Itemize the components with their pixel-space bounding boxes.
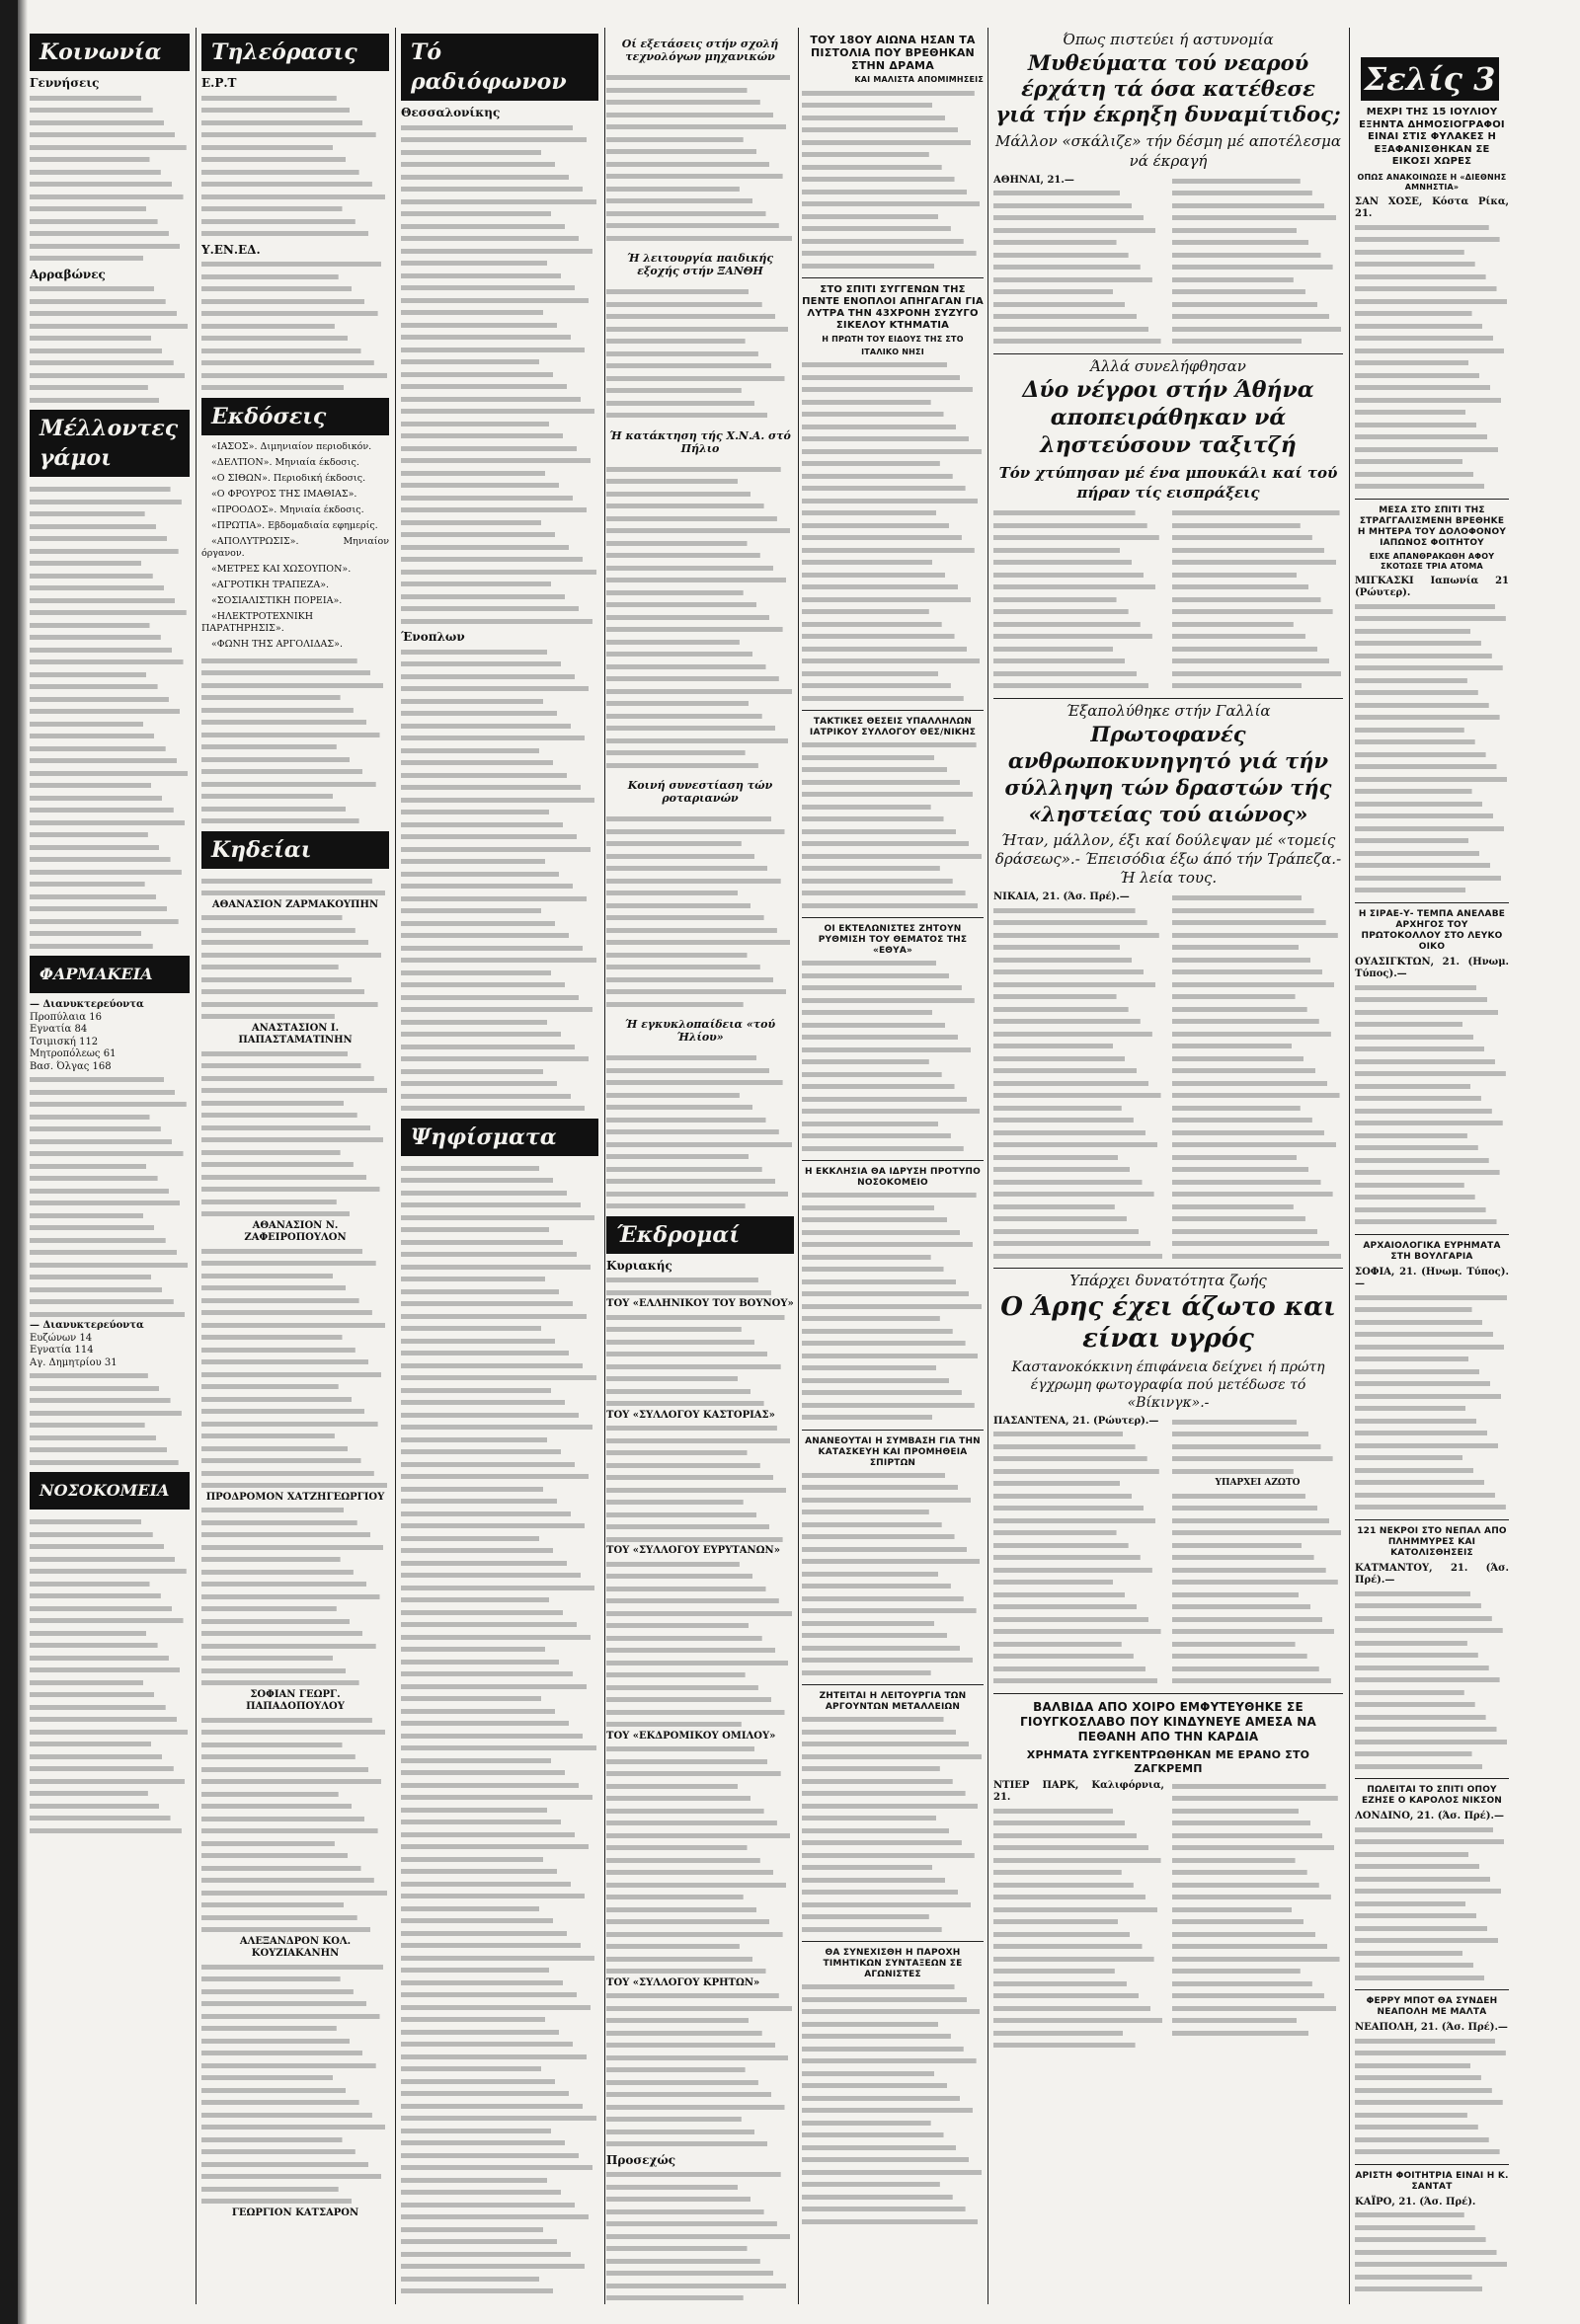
headline-mines: ΖΗΤΕΙΤΑΙ Η ΛΕΙΤΟΥΡΓΙΑ ΤΩΝ ΑΡΓΟΥΝΤΩΝ ΜΕΤΑΛΛΕΙΩΝ	[819, 1691, 967, 1712]
headline-rotary: Κοινή συνεστίαση τών ροταριανών	[627, 779, 773, 805]
headline-heist-of-century: Πρωτοφανές ανθρωποκυνηγητό γιά τήν σύλληψη τών δραστών τής «ληστείας τού αιώνος»	[1004, 722, 1332, 826]
headline-matches: ΑΝΑΝΕΟΥΤΑΙ Η ΣΥΜΒΑΣΗ ΓΙΑ ΤΗΝ ΚΑΤΑΣΚΕΥΗ ΚΑΙ ΠΡΟΜΗΘΕΙΑ ΣΠΙΡΤΩΝ	[805, 1435, 981, 1468]
column-radio	[401, 30, 598, 2300]
headline-mars: Ο Άρης έχει άζωτο και είναι υγρός	[1000, 1291, 1336, 1354]
column-rule	[196, 28, 197, 2304]
headline-pensions: ΘΑ ΣΥΝΕΧΙΣΘΗ Η ΠΑΡΟΧΗ ΤΙΜΗΤΙΚΩΝ ΣΥΝΤΑΞΕΩΝ ΣΕ ΑΓΩΝΙΣΤΕΣ	[823, 1948, 963, 1979]
headline-church-hospital: Η ΕΚΚΛΗΣΙΑ ΘΑ ΙΔΡΥΣΗ ΠΡΟΤΥΠΟ ΝΟΣΟΚΟΜΕΙΟ	[804, 1167, 982, 1188]
section-banner-tv: Τηλεόρασις	[201, 34, 389, 71]
pharmacy-list: — Διανυκτερεύοντα Προπύλαια 16 Εγνατία 84 Τσιμισκή 112 Μητροπόλεως 61 Βασ. Όλγας 168	[30, 999, 144, 1072]
kicker-france: Έξαπολύθηκε στήν Γαλλία	[1066, 701, 1271, 720]
headline-pig-valve: ΒΑΛΒΙΔΑ ΑΠΟ ΧΟΙΡΟ ΕΜΦΥΤΕΥΘΗΚΕ ΣΕ ΓΙΟΥΓΚΟΣΛΑΒΟ ΠΟΥ ΚΙΝΔΥΝΕΥΕ ΑΜΕΣΑ ΝΑ ΠΕΘΑΝΗ ΑΠΟ ΤΗΝ ΚΑΡΔΙΑ	[1019, 1699, 1317, 1743]
headline-dynamite: Μυθεύματα τού νεαρού έρχάτη τά όσα κατέθεσε	[1021, 49, 1315, 101]
headline-journalists-jailed: ΜΕΧΡΙ ΤΗΣ 15 ΙΟΥΛΙΟΥ ΕΞΗΝΤΑ ΔΗΜΟΣΙΟΓΡΑΦΟΙ ΕΙΝΑΙ ΣΤΙΣ ΦΥΛΑΚΕΣ Η ΕΞΑΦΑΝΙΣΘΗΚΑΝ ΣΕ ΕΙΚΟΣΙ ΧΩΡΕΣ	[1359, 107, 1505, 167]
kicker-life-possible: Υπάρχει δυνατότητα ζωής	[1069, 1272, 1267, 1289]
section-banner-pharmacies: ΦΑΡΜΑΚΕΙΑ	[30, 956, 190, 993]
column-main-stories: Όπως πιστεύει ή αστυνομία Μυθεύματα τού νεαρού έρχάτη τά όσα κατέθεσε γιά τήν έκρηξη δυναμίτιδος; Μάλλον «σκάλιζε» τήν δέσμη μέ αποτέλεσμα νά έκραγή ΑΘΗΝΑΙ, 21.— Άλλά συνελήφθησαν Δύο νέγροι στήν Άθήνα αποπειράθηκαν νά ληστεύσουν ταξιτζή Τόν χτύπησαν μέ ένα μπουκάλι καί τού πήραν τίς εισπράξεις Έξαπολύθηκε στήν Γαλλία Πρωτοφανές ανθρωποκυνηγητό γιά τήν σύλληψη τών δραστών τής «ληστείας τού αιώνος» Ήταν, μάλλον, έξι καί δούλεψαν μέ «τομείς δράσεως».- Έπεισόδια έξω άπό τήν Τράπεζα.- Ή λεία τους. ΝΙΚΑΙΑ, 21. (Άσ. Πρέ).— Υπάρχει δυνατότητα ζωής Ο Άρης έχει άζωτο και είναι υγρός Καστανοκόκκινη έπιφάνεια δείχνει ή πρώτη έγχρωμη φωτογραφία πού μετέδωσε τό «Βίκινγκ».- ΠΑΣΑΝΤΕΝΑ, 21. (Ρώυτερ).— ΥΠΑΡΧΕΙ ΑΖΩΤΟ ΒΑΛΒΙΔΑ ΑΠΟ ΧΟΙΡΟ ΕΜΦΥΤΕΥΘΗΚΕ ΣΕ ΓΙΟΥΓΚΟΣΛΑΒΟ ΠΟΥ ΚΙΝΔΥΝΕΥΕ ΑΜΕΣΑ ΝΑ ΠΕΘΑΝΗ ΑΠΟ ΤΗΝ ΚΑΡΔΙΑ ΧΡΗΜΑΤΑ ΣΥΓΚΕΝΤΡΩΘΗΚΑΝ ΜΕ ΕΡΑΝΟ ΣΤΟ ΖΑΓΚΡΕΜΠ ΝΤΙΕΡ ΠΑΡΚ, Καλιφόρνια, 21.	[993, 30, 1343, 2300]
headline-bulgaria-finds: ΑΡΧΑΙΟΛΟΓΙΚΑ ΕΥΡΗΜΑΤΑ ΣΤΗ ΒΟΥΛΓΑΡΙΑ	[1363, 1240, 1501, 1262]
column-world-briefs: ΜΕΧΡΙ ΤΗΣ 15 ΙΟΥΛΙΟΥ ΕΞΗΝΤΑ ΔΗΜΟΣΙΟΓΡΑΦΟΙ ΕΙΝΑΙ ΣΤΙΣ ΦΥΛΑΚΕΣ Η ΕΞΑΦΑΝΙΣΘΗΚΑΝ ΣΕ ΕΙΚΟΣΙ ΧΩΡΕΣ ΟΠΩΣ ΑΝΑΚΟΙΝΩΣΕ Η «ΔΙΕΘΝΗΣ ΑΜΝΗΣΤΙΑ» ΣΑΝ ΧΟΣΕ, Κόστα Ρίκα, 21. ΜΕΣΑ ΣΤΟ ΣΠΙΤΙ ΤΗΣ ΣΤΡΑΓΓΑΛΙΣΜΕΝΗ ΒΡΕΘΗΚΕ Η ΜΗΤΕΡΑ ΤΟΥ ΔΟΛΟΦΟΝΟΥ ΙΑΠΩΝΟΣ ΦΟΙΤΗΤΟΥ ΕΙΧΕ ΑΠΑΝΘΡΑΚΩΘΗ ΑΦΟΥ ΣΚΟΤΩΣΕ ΤΡΙΑ ΑΤΟΜΑ ΜΙΓΚΑΣΚΙ Ιαπωνία 21 (Ρώυτερ). Η ΣΙΡΑΕ-Υ- ΤΕΜΠΑ ΑΝΕΛΑΒΕ ΑΡΧΗΓΟΣ ΤΟΥ ΠΡΩΤΟΚΟΛΛΟΥ ΣΤΟ ΛΕΥΚΟ ΟΙΚΟ ΟΥΑΣΙΓΚΤΩΝ, 21. (Ηνωμ. Τύπος).— ΑΡΧΑΙΟΛΟΓΙΚΑ ΕΥΡΗΜΑΤΑ ΣΤΗ ΒΟΥΛΓΑΡΙΑ ΣΟΦΙΑ, 21. (Ηνωμ. Τύπος).— 121 ΝΕΚΡΟΙ ΣΤΟ ΝΕΠΑΛ ΑΠΟ ΠΛΗΜΜΥΡΕΣ ΚΑΙ ΚΑΤΟΛΙΣΘΗΣΕΙΣ ΚΑΤΜΑΝΤΟΥ, 21. (Άσ. Πρέ).— ΠΩΛΕΙΤΑΙ ΤΟ ΣΠΙΤΙ ΟΠΟΥ ΕΖΗΣΕ Ο ΚΑΡΟΛΟΣ ΝΙΚΣΟΝ ΛΟΝΔΙΝΟ, 21. (Άσ. Πρέ).— ΦΕΡΡΥ ΜΠΟΤ ΘΑ ΣΥΝΔΕΗ ΝΕΑΠΟΛΗ ΜΕ ΜΑΛΤΑ ΝΕΑΠΟΛΗ, 21. (Άσ. Πρέ).— ΑΡΙΣΤΗ ΦΟΙΤΗΤΡΙΑ ΕΙΝΑΙ Η Κ. ΣΑΝΤΑΤ ΚΑΪΡΟ, 21. (Άσ. Πρέ).	[1355, 107, 1509, 2298]
section-banner-votes: Ψηφίσματα	[401, 1119, 598, 1156]
kicker-police: Όπως πιστεύει ή αστυνομία	[1063, 31, 1274, 48]
deck-heist: Ήταν, μάλλον, έξι καί δούλεψαν μέ «τομείς δράσεως».- Έπεισόδια έξω άπό τήν Τράπεζα.- Ή λεία τους.	[994, 831, 1342, 887]
headline-engineers-exams: Οί εξετάσεις στήν σχολή τεχνολόγων μηχανικών	[621, 38, 779, 63]
headline-strangled-mother: ΜΕΣΑ ΣΤΟ ΣΠΙΤΙ ΤΗΣ ΣΤΡΑΓΓΑΛΙΣΜΕΝΗ ΒΡΕΘΗΚΕ Η ΜΗΤΕΡΑ ΤΟΥ ΔΟΛΟΦΟΝΟΥ ΙΑΠΩΝΟΣ ΦΟΙΤΗΤΟΥ	[1357, 504, 1507, 548]
headline-white-house: Η ΣΙΡΑΕ-Υ- ΤΕΜΠΑ ΑΝΕΛΑΒΕ ΑΡΧΗΓΟΣ ΤΟΥ ΠΡΩΤΟΚΟΛΛΟΥ ΣΤΟ ΛΕΥΚΟ ΟΙΚΟ	[1358, 908, 1506, 952]
column-briefs	[606, 30, 794, 2300]
section-banner-future-weddings: Μέλλοντες γάμοι	[30, 410, 190, 477]
column-rule	[798, 28, 799, 2304]
column-tv	[201, 30, 389, 2300]
column-rule	[604, 28, 605, 2304]
headline-nepal-floods: 121 ΝΕΚΡΟΙ ΣΤΟ ΝΕΠΑΛ ΑΠΟ ΠΛΗΜΜΥΡΕΣ ΚΑΙ ΚΑΤΟΛΙΣΘΗΣΕΙΣ	[1357, 1525, 1507, 1558]
deck-taxi-robbery: Τόν χτύπησαν μέ ένα μπουκάλι καί τού πήραν τίς εισπράξεις	[998, 464, 1338, 502]
deck-mars: Καστανοκόκκινη έπιφάνεια δείχνει ή πρώτη έγχρωμη φωτογραφία πού μετέδωσε τό «Βίκινγκ».-	[1011, 1358, 1325, 1411]
column-rule	[1349, 28, 1350, 2304]
column-rule	[395, 28, 396, 2304]
tv-channel-ert: Ε.Ρ.Τ	[201, 76, 237, 90]
headline-xanthi-camp: Ή λειτουργία παιδικής εξοχής στήν ΞΑΝΘΗ	[626, 252, 774, 277]
radio-station-thessaloniki: Θεσσαλονίκης	[401, 106, 501, 119]
funeral-notices: ΑΘΑΝΑΣΙΟΝ ΖΑΡΜΑΚΟΥΠΗΝ ΑΝΑΣΤΑΣΙΟΝ Ι. ΠΑΠΑΣΤΑΜΑΤΙΝΗΝ ΑΘΑΝΑΣΙΟΝ Ν. ΖΑΦΕΙΡΟΠΟΥΛΟΝ ΠΡΟΔΡΟΜΟΝ ΧΑΤΖΗΓΕΩΡΓΙΟΥ ΣΟΦΙΑΝ ΓΕΩΡΓ. ΠΑΠΑΔΟΠΟΥΛΟΥ ΑΛΕΞΑΝΔΡΟΝ ΚΟΛ. ΚΟΥΖΙΑΚΑΝΗΝ ΓΕΩΡΓΙΟΝ ΚΑΤΣΑΡΟΝ	[201, 875, 389, 2220]
section-banner-publications: Εκδόσεις	[201, 398, 389, 435]
tv-channel-yened: Υ.ΕΝ.ΕΔ.	[201, 242, 261, 257]
page-edge-shadow	[0, 0, 18, 2324]
section-banner-radio: Τό ραδιόφωνον	[401, 34, 598, 101]
publications-list: «ΙΑΣΟΣ». Διμηνιαίον περιοδικόν. «ΔΕΛΤΙΟΝ». Μηνιαία έκδοσις. «Ο ΣΙΘΩΝ». Περιοδική έκδοσις. «Ο ΦΡΟΥΡΟΣ ΤΗΣ ΙΜΑΘΙΑΣ». «ΠΡΟΟΔΟΣ». Μηνιαία έκδοσις. «ΠΡΩΤΙΑ». Εβδομαδιαία εφημερίς. «ΑΠΟΛΥΤΡΩΣΙΣ». Μηνιαίον όργανον. «ΜΕΤΡΕΣ ΚΑΙ ΧΩΣΟΥΠΟΝ». «ΑΓΡΟΤΙΚΗ ΤΡΑΠΕΖΑ». «ΣΟΣΙΑΛΙΣΤΙΚΗ ΠΟΡΕΙΑ». «ΗΛΕΚΤΡΟΤΕΧΝΙΚΗ ΠΑΡΑΤΗΡΗΣΙΣ». «ΦΩΝΗ ΤΗΣ ΑΡΓΟΛΙΔΑΣ».	[201, 440, 389, 650]
headline-customs: ΟΙ ΕΚΤΕΛΩΝΙΣΤΕΣ ΖΗΤΟΥΝ ΡΥΘΜΙΣΗ ΤΟΥ ΘΕΜΑΤΟΣ ΤΗΣ «ΕΘΥΑ»	[818, 924, 968, 956]
column-news-briefs: ΤΟΥ 18ΟΥ ΑΙΩΝΑ ΗΣΑΝ ΤΑ ΠΙΣΤΟΛΙΑ ΠΟΥ ΒΡΕΘΗΚΑΝ ΣΤΗΝ ΔΡΑΜΑ ΚΑΙ ΜΑΛΙΣΤΑ ΑΠΟΜΙΜΗΣΕΙΣ ΣΤΟ ΣΠΙΤΙ ΣΥΓΓΕΝΩΝ ΤΗΣ ΠΕΝΤΕ ΕΝΟΠΛΟΙ ΑΠΗΓΑΓΑΝ ΓΙΑ ΛΥΤΡΑ ΤΗΝ 43ΧΡΟΝΗ ΣΥΖΥΓΟ ΣΙΚΕΛΟΥ ΚΤΗΜΑΤΙΑ Η ΠΡΩΤΗ ΤΟΥ ΕΙΔΟΥΣ ΤΗΣ ΣΤΟ ΙΤΑΛΙΚΟ ΝΗΣΙ ΤΑΚΤΙΚΕΣ ΘΕΣΕΙΣ ΥΠΑΛΛΗΛΩΝ ΙΑΤΡΙΚΟΥ ΣΥΛΛΟΓΟΥ ΘΕΣ/ΝΙΚΗΣ ΟΙ ΕΚΤΕΛΩΝΙΣΤΕΣ ΖΗΤΟΥΝ ΡΥΘΜΙΣΗ ΤΟΥ ΘΕΜΑΤΟΣ ΤΗΣ «ΕΘΥΑ» Η ΕΚΚΛΗΣΙΑ ΘΑ ΙΔΡΥΣΗ ΠΡΟΤΥΠΟ ΝΟΣΟΚΟΜΕΙΟ ΑΝΑΝΕΟΥΤΑΙ Η ΣΥΜΒΑΣΗ ΓΙΑ ΤΗΝ ΚΑΤΑΣΚΕΥΗ ΚΑΙ ΠΡΟΜΗΘΕΙΑ ΣΠΙΡΤΩΝ ΖΗΤΕΙΤΑΙ Η ΛΕΙΤΟΥΡΓΙΑ ΤΩΝ ΑΡΓΟΥΝΤΩΝ ΜΕΤΑΛΛΕΙΩΝ ΘΑ ΣΥΝΕΧΙΣΘΗ Η ΠΑΡΟΧΗ ΤΙΜΗΤΙΚΩΝ ΣΥΝΤΑΞΕΩΝ ΣΕ ΑΓΩΝΙΣΤΕΣ	[802, 30, 984, 2300]
births-text	[30, 92, 190, 265]
headline-nixon-house: ΠΩΛΕΙΤΑΙ ΤΟ ΣΠΙΤΙ ΟΠΟΥ ΕΖΗΣΕ Ο ΚΑΡΟΛΟΣ ΝΙΚΣΟΝ	[1361, 1785, 1503, 1806]
headline-encyclopedia: Ή εγκυκλοπαίδεια «τού Ήλίου»	[624, 1018, 776, 1044]
headline-sadat-student: ΑΡΙΣΤΗ ΦΟΙΤΗΤΡΙΑ ΕΙΝΑΙ Η Κ. ΣΑΝΤΑΤ	[1355, 2170, 1509, 2192]
subsection-engagements: Αρραβώνες	[30, 267, 106, 281]
radio-station-armed-forces: Ένοπλων	[401, 630, 465, 644]
headline-ferry-malta: ΦΕΡΡΥ ΜΠΟΤ ΘΑ ΣΥΝΔΕΗ ΝΕΑΠΟΛΗ ΜΕ ΜΑΛΤΑ	[1366, 1996, 1498, 2017]
excursions-list: Κυριακής ΤΟΥ «ΕΛΛΗΝΙΚΟΥ ΤΟΥ ΒΟΥΝΟΥ» ΤΟΥ «ΣΥΛΛΟΓΟΥ ΚΑΣΤΟΡΙΑΣ» ΤΟΥ «ΣΥΛΛΟΓΟΥ ΕΥΡΥΤΑΝΩΝ» ΤΟΥ «ΕΚΔΡΟΜΙΚΟΥ ΟΜΙΛΟΥ» ΤΟΥ «ΣΥΛΛΟΓΟΥ ΚΡΗΤΩΝ» Προσεχώς	[606, 1260, 794, 2301]
kicker-arrested: Άλλά συνελήφθησαν	[1090, 356, 1246, 375]
section-banner-society: Κοινωνία	[30, 34, 190, 71]
section-banner-hospitals: ΝΟΣΟΚΟΜΕΙΑ	[30, 1472, 190, 1510]
page-number-badge: Σελίς 3	[1361, 57, 1499, 101]
page-fold	[18, 0, 28, 2324]
column-society: Κοινωνία Γεννήσεις Αρραβώνες Μέλλοντες γάμοι ΦΑΡΜΑΚΕΙΑ — Διανυκτερεύοντα Προπύλαια 16 Εγνατία 84 Τσιμισκή 112 Μητροπόλεως 61 Βασ. Όλγας 168 — Διανυκτερεύοντα Ευζώνων 14 Εγνατία 114 Αγ. Δημητρίου 31 ΝΟΣΟΚΟΜΕΙΑ	[30, 30, 190, 2300]
subsection-births: Γεννήσεις	[30, 76, 100, 90]
section-banner-excursions: Έκδρομαί	[606, 1216, 794, 1254]
section-banner-funerals: Κηδείαι	[201, 831, 389, 869]
headline-taxi-robbery: Δύο νέγροι στήν Άθήνα αποπειράθηκαν νά ληστεύσουν ταξιτζή	[1022, 377, 1314, 458]
deck-dynamite: Μάλλον «σκάλιζε» τήν δέσμη μέ αποτέλεσμα νά έκραγή	[995, 131, 1341, 170]
headline-kidnapping: ΣΤΟ ΣΠΙΤΙ ΣΥΓΓΕΝΩΝ ΤΗΣ ΠΕΝΤΕ ΕΝΟΠΛΟΙ ΑΠΗΓΑΓΑΝ ΓΙΑ ΛΥΤΡΑ ΤΗΝ 43ΧΡΟΝΗ ΣΥΖΥΓΟ ΣΙΚΕΛΟΥ ΚΤΗΜΑΤΙΑ	[802, 284, 984, 331]
headline-medical-staff: ΤΑΚΤΙΚΕΣ ΘΕΣΕΙΣ ΥΠΑΛΛΗΛΩΝ ΙΑΤΡΙΚΟΥ ΣΥΛΛΟΓΟΥ ΘΕΣ/ΝΙΚΗΣ	[809, 717, 977, 737]
headline-pistols: ΤΟΥ 18ΟΥ ΑΙΩΝΑ ΗΣΑΝ ΤΑ ΠΙΣΤΟΛΙΑ ΠΟΥ ΒΡΕΘΗΚΑΝ ΣΤΗΝ ΔΡΑΜΑ	[810, 34, 976, 72]
headline-zagreb-fund: ΧΡΗΜΑΤΑ ΣΥΓΚΕΝΤΡΩΘΗΚΑΝ ΜΕ ΕΡΑΝΟ ΣΤΟ ΖΑΓΚΡΕΜΠ	[1026, 1747, 1310, 1775]
headline-pilio: Ή κατάκτηση τής Χ.Ν.Α. στό Πήλιο	[609, 428, 791, 455]
